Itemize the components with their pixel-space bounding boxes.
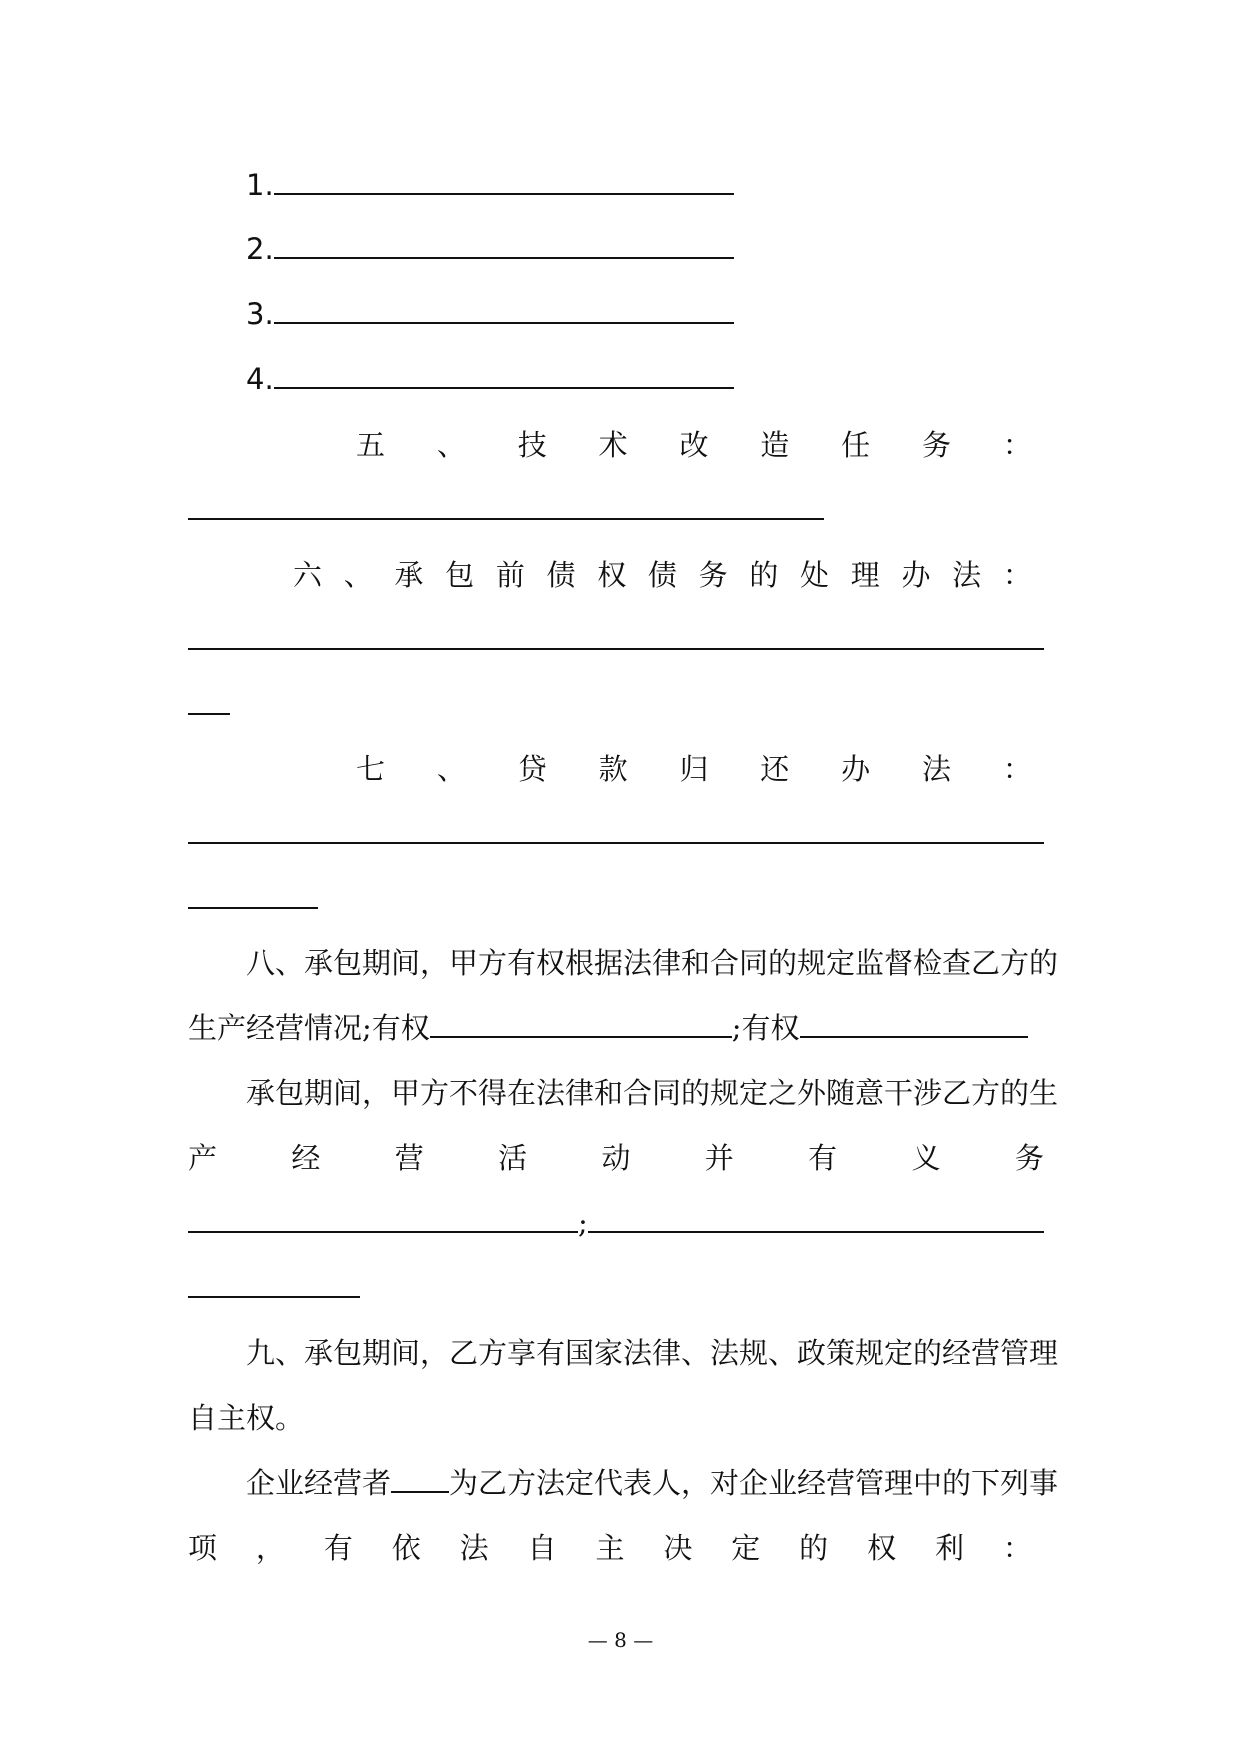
section8-line-2 xyxy=(188,1008,1028,1048)
fill-blank xyxy=(274,359,734,389)
page-number: — 8 — xyxy=(587,1628,654,1652)
section5-heading xyxy=(356,425,1032,465)
section9-line-4 xyxy=(188,1528,1032,1568)
text-char: 法 xyxy=(459,1531,489,1565)
heading-char: 办 xyxy=(901,558,931,592)
section8-line-3: 承包期间，甲方不得在法律和合同的规定之外随意干涉乙方的生 xyxy=(246,1076,1059,1110)
blank-item-4 xyxy=(246,359,734,399)
section6-blank-line xyxy=(188,648,1044,650)
text-char: 权 xyxy=(867,1531,897,1565)
heading-char: 务 xyxy=(922,428,952,462)
section7-heading xyxy=(356,749,1032,789)
heading-char: 承 xyxy=(394,558,424,592)
section5-blank-line xyxy=(188,518,824,520)
text-char: ， xyxy=(255,1531,285,1565)
text-char: 决 xyxy=(663,1531,693,1565)
fill-blank xyxy=(274,229,734,259)
section9-line-2: 自主权。 xyxy=(188,1401,305,1435)
heading-char: 术 xyxy=(598,428,628,462)
section6-blank-line-cont xyxy=(188,713,230,715)
fill-blank xyxy=(391,1463,449,1493)
section7-blank-line-cont xyxy=(188,907,318,909)
fill-blank xyxy=(188,1203,578,1233)
section7-blank-line xyxy=(188,842,1044,844)
text-char: 有 xyxy=(323,1531,353,1565)
heading-char: 贷 xyxy=(517,752,547,786)
section8-line-5 xyxy=(188,1203,1044,1243)
heading-char: 还 xyxy=(760,752,790,786)
heading-char: 权 xyxy=(597,558,627,592)
heading-char: ： xyxy=(1002,428,1032,462)
text-run: 生产经营情况;有权 xyxy=(188,1011,430,1045)
section9-line-3 xyxy=(246,1463,1058,1503)
heading-char: 五 xyxy=(356,428,386,462)
item-number: 4. xyxy=(246,362,274,396)
text-char: ： xyxy=(1002,1531,1032,1565)
item-number: 1. xyxy=(246,168,274,202)
text-run: ;有权 xyxy=(731,1011,800,1045)
heading-char: 处 xyxy=(800,558,830,592)
heading-char: 改 xyxy=(679,428,709,462)
text-char: 利 xyxy=(934,1531,964,1565)
fill-blank xyxy=(274,294,734,324)
heading-char: 务 xyxy=(698,558,728,592)
fill-blank xyxy=(800,1008,1028,1038)
text-char: 并 xyxy=(704,1141,734,1175)
heading-char: 七 xyxy=(356,752,386,786)
heading-char: 包 xyxy=(445,558,475,592)
text-char: 有 xyxy=(808,1141,838,1175)
fill-blank xyxy=(274,165,734,195)
heading-char: 款 xyxy=(598,752,628,786)
heading-char: 造 xyxy=(760,428,790,462)
heading-char: 债 xyxy=(647,558,677,592)
item-number: 3. xyxy=(246,297,274,331)
text-char: 务 xyxy=(1014,1141,1044,1175)
text-char: 动 xyxy=(601,1141,631,1175)
heading-char: 的 xyxy=(749,558,779,592)
text-char: 义 xyxy=(911,1141,941,1175)
separator: ; xyxy=(578,1206,588,1240)
heading-char: 债 xyxy=(546,558,576,592)
heading-char: 六 xyxy=(293,558,323,592)
heading-char: 任 xyxy=(841,428,871,462)
heading-char: 技 xyxy=(517,428,547,462)
heading-char: 、 xyxy=(343,558,373,592)
heading-char: 办 xyxy=(841,752,871,786)
fill-blank xyxy=(430,1008,732,1038)
text-char: 营 xyxy=(394,1141,424,1175)
item-number: 2. xyxy=(246,232,274,266)
section8-blank-line-cont xyxy=(188,1296,360,1298)
text-char: 定 xyxy=(731,1531,761,1565)
section8-line-4 xyxy=(188,1138,1044,1178)
heading-char: 理 xyxy=(850,558,880,592)
heading-char: 、 xyxy=(436,752,466,786)
heading-char: ： xyxy=(1002,558,1032,592)
heading-char: 法 xyxy=(952,558,982,592)
text-char: 活 xyxy=(498,1141,528,1175)
text-char: 产 xyxy=(188,1141,218,1175)
heading-char: 法 xyxy=(922,752,952,786)
blank-item-2 xyxy=(246,229,734,269)
text-run: 为乙方法定代表人，对企业经营管理中的下列事 xyxy=(449,1466,1059,1500)
text-char: 项 xyxy=(188,1531,218,1565)
fill-blank xyxy=(588,1203,1044,1233)
text-char: 自 xyxy=(527,1531,557,1565)
text-char: 依 xyxy=(391,1531,421,1565)
section6-heading xyxy=(293,555,1032,595)
heading-char: 、 xyxy=(436,428,466,462)
heading-char: ： xyxy=(1002,752,1032,786)
text-char: 的 xyxy=(799,1531,829,1565)
section8-line-1: 八、承包期间，甲方有权根据法律和合同的规定监督检查乙方的 xyxy=(246,946,1059,980)
blank-item-1 xyxy=(246,165,734,205)
text-char: 主 xyxy=(595,1531,625,1565)
blank-item-3 xyxy=(246,294,734,334)
text-char: 经 xyxy=(291,1141,321,1175)
heading-char: 归 xyxy=(679,752,709,786)
heading-char: 前 xyxy=(495,558,525,592)
section9-line-1: 九、承包期间，乙方享有国家法律、法规、政策规定的经营管理 xyxy=(246,1336,1059,1370)
text-run: 企业经营者 xyxy=(246,1466,392,1500)
